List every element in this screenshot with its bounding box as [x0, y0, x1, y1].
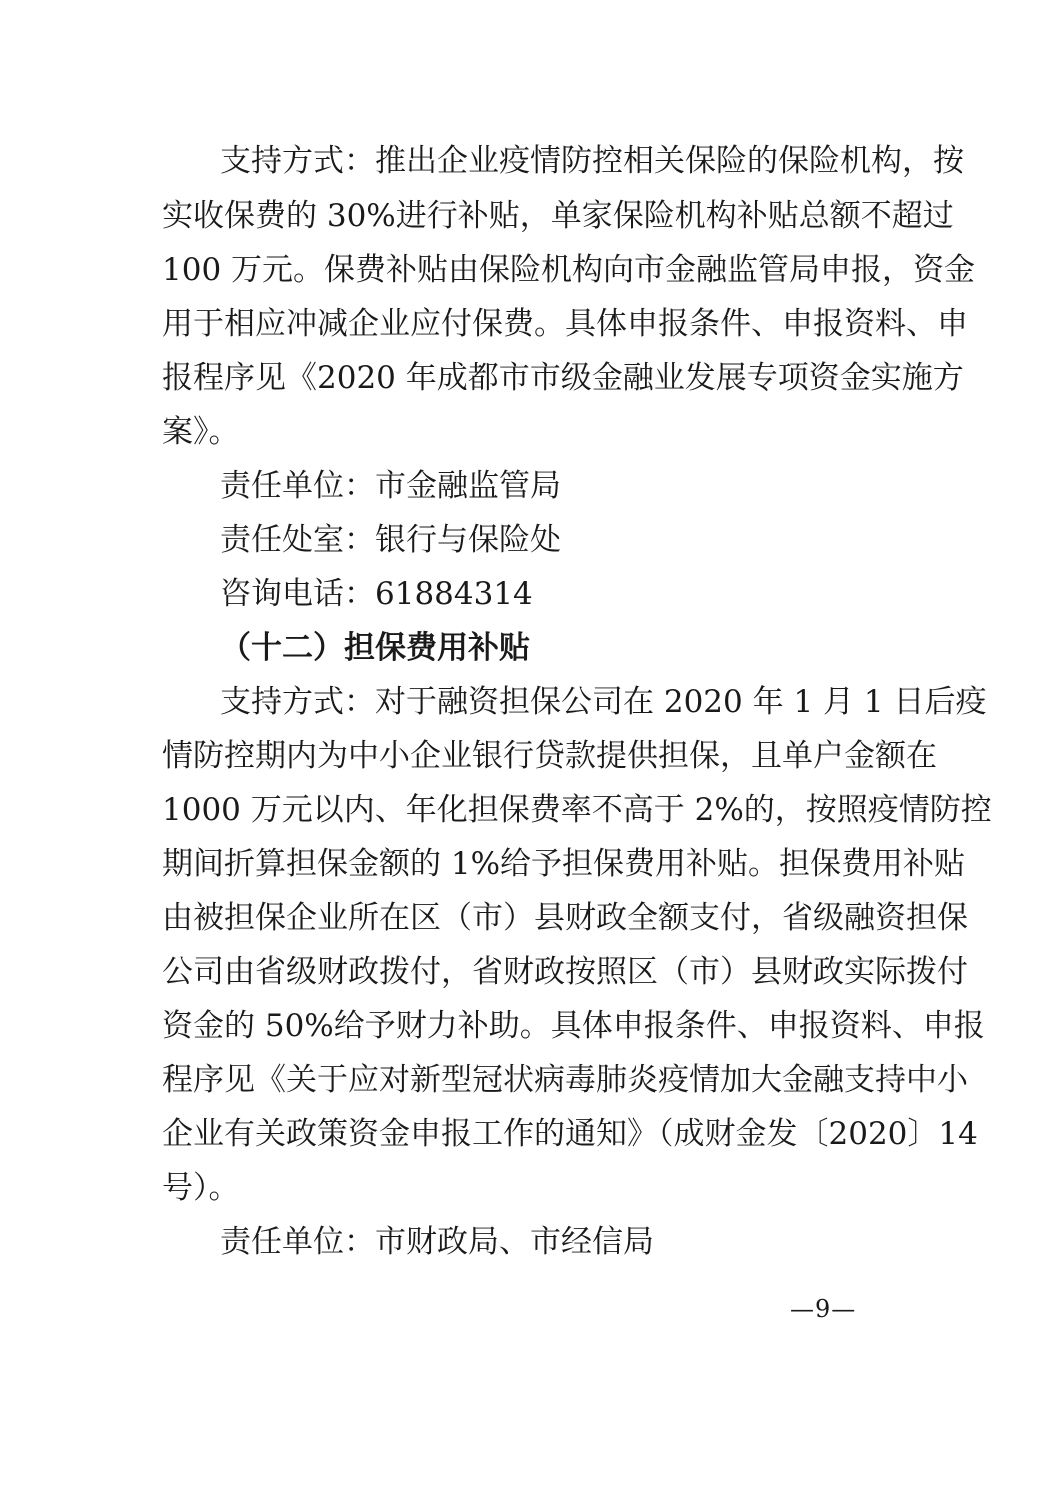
paragraph-2-line-7: 资金的 50%给予财力补助。具体申报条件、申报资料、申报 [162, 1008, 985, 1044]
responsible-unit-2: 责任单位：市财政局、市经信局 [220, 1224, 654, 1260]
paragraph-1-line-4: 用于相应冲减企业应付保费。具体申报条件、申报资料、申 [162, 306, 968, 342]
paragraph-1-line-5: 报程序见《2020 年成都市市级金融业发展专项资金实施方 [162, 360, 964, 396]
paragraph-2-line-6: 公司由省级财政拨付，省财政按照区（市）县财政实际拨付 [162, 954, 968, 990]
paragraph-2-line-5: 由被担保企业所在区（市）县财政全额支付，省级融资担保 [162, 900, 968, 936]
paragraph-2-line-10: 号）。 [162, 1170, 240, 1206]
paragraph-1-line-3: 100 万元。保费补贴由保险机构向市金融监管局申报，资金 [162, 252, 976, 288]
paragraph-2-line-1: 支持方式：对于融资担保公司在 2020 年 1 月 1 日后疫 [220, 684, 987, 720]
page-number: —9— [790, 1295, 857, 1323]
paragraph-2-line-9: 企业有关政策资金申报工作的通知》（成财金发〔2020〕14 [162, 1116, 978, 1152]
paragraph-1-line-2: 实收保费的 30%进行补贴，单家保险机构补贴总额不超过 [162, 198, 954, 234]
paragraph-2-line-3: 1000 万元以内、年化担保费率不高于 2%的，按照疫情防控 [162, 792, 992, 828]
paragraph-1-line-1: 支持方式：推出企业疫情防控相关保险的保险机构，按 [220, 143, 964, 179]
paragraph-1-line-6: 案》。 [162, 414, 240, 450]
consult-phone: 咨询电话：61884314 [220, 576, 533, 612]
responsible-office: 责任处室：银行与保险处 [220, 522, 561, 558]
section-heading: （十二）担保费用补贴 [220, 630, 530, 666]
paragraph-2-line-4: 期间折算担保金额的 1%给予担保费用补贴。担保费用补贴 [162, 846, 966, 882]
responsible-unit-1: 责任单位：市金融监管局 [220, 468, 561, 504]
paragraph-2-line-8: 程序见《关于应对新型冠状病毒肺炎疫情加大金融支持中小 [162, 1062, 968, 1098]
paragraph-2-line-2: 情防控期内为中小企业银行贷款提供担保，且单户金额在 [162, 738, 937, 774]
